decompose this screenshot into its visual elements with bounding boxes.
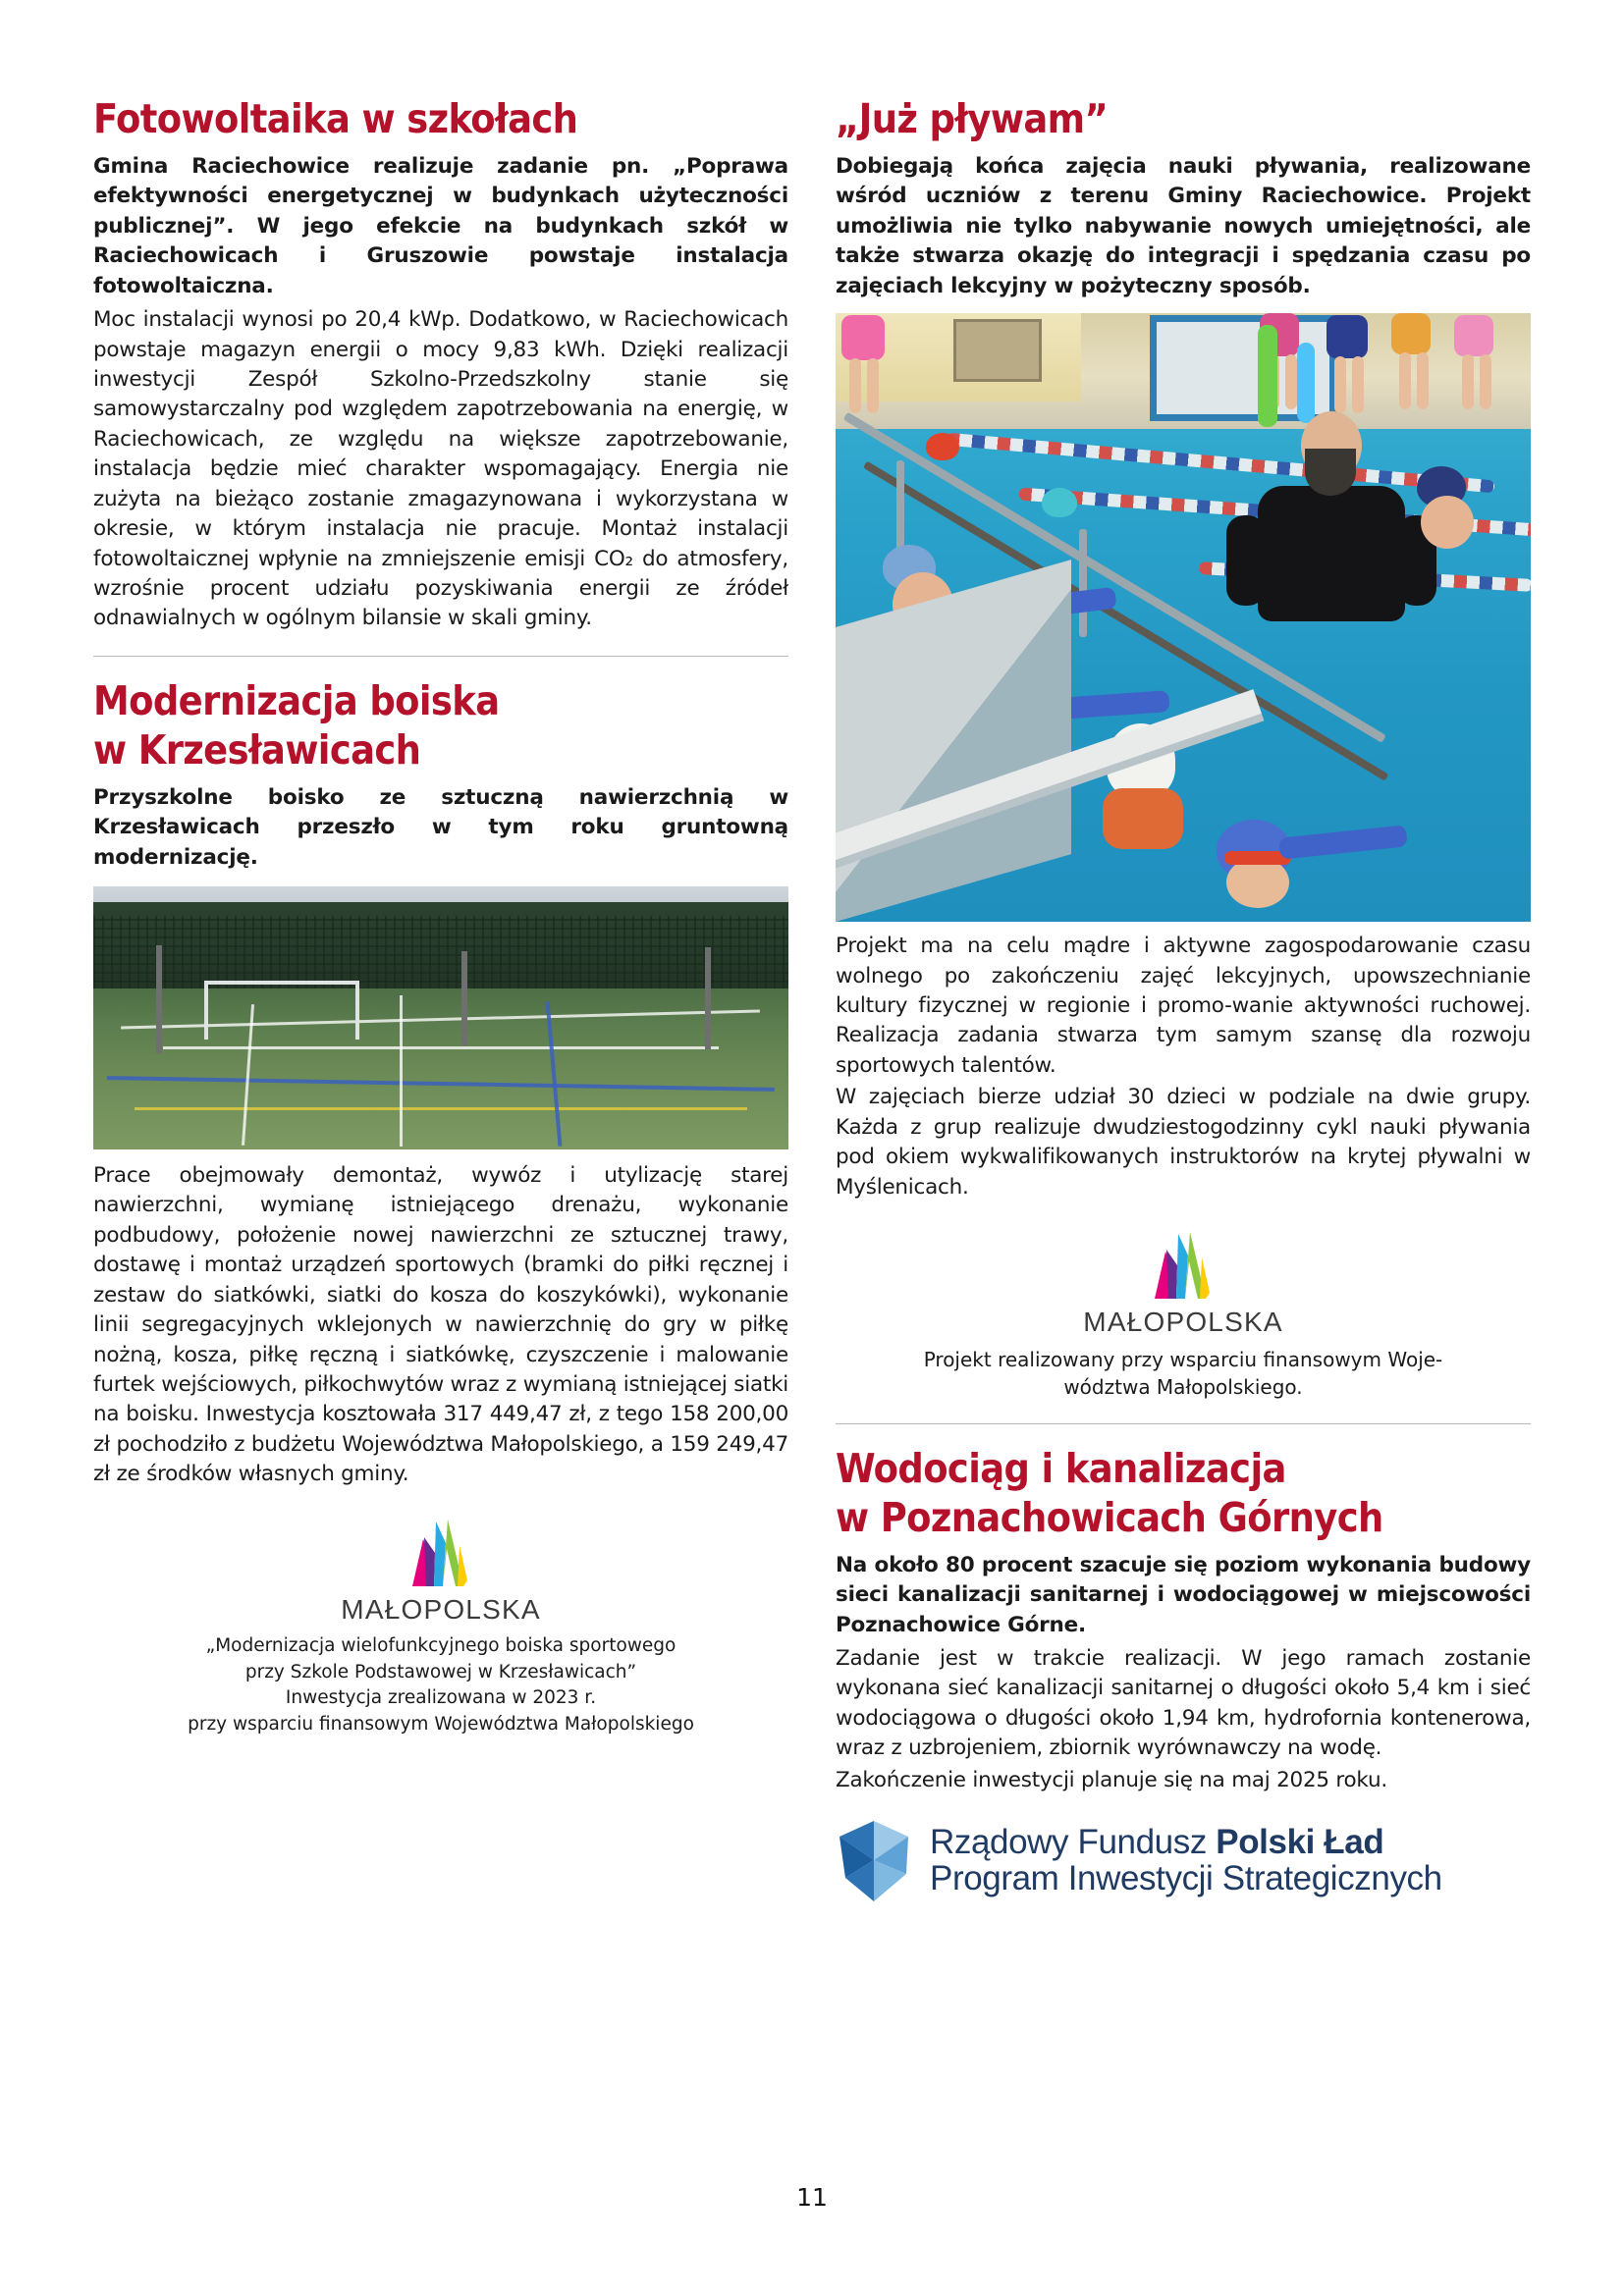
caption-line: „Modernizacja wielofunkcyjnego boiska sportowego [205, 1634, 677, 1656]
children-on-deck [836, 313, 1531, 423]
handrail-post [1079, 529, 1087, 637]
caption-line: Inwestycja zrealizowana w 2023 r. [285, 1687, 597, 1709]
article-photovoltaics-body: Moc instalacji wynosi po 20,4 kWp. Dodatkowo, w Raciechowicach powstaje magazyn energii o mocy 9,83 kWh. Dzięki realizacji inwestycji Zespół Szkolno-Przedszkolny stanie się samowystarczalny pod względem zapotrzebowania na energię, w Raciechowicach, ze względu na większe zapotrzebowanie, instalacja będzie mieć charakter wspomagający. Energia nie zużyta na bieżąco zostanie zmagazynowana i wykorzystana w okresie, w którym instalacja nie pracuje. Montaż instalacji fotowoltaicznej wpłynie na zmniejszenie emisji CO₂ do atmosfery, wzrośnie procent udziału pozyskiwania energii ze źródeł odnawialnych w ogólnym bilansie w skali gminy. [93, 307, 788, 631]
article-pitch-headline-line1: Modernizacja boiska [93, 676, 500, 724]
caption-line: przy Szkole Podstawowej w Krzesławicach” [244, 1661, 637, 1682]
pitch-line-blue [546, 1001, 563, 1146]
article-pitch [93, 676, 788, 1738]
malopolska-mark-icon [399, 1516, 483, 1588]
left-column [93, 94, 788, 1903]
polski-lad-line1-normal: Rządowy Fundusz [930, 1822, 1217, 1861]
article-water-headline [836, 1444, 1531, 1542]
malopolska-wordmark: MAŁOPOLSKA [1083, 1306, 1283, 1337]
article-swimming-body-2: W zajęciach bierze udział 30 dzieci w podziale na dwie grupy. Każda z grup realizuje dwudziestogodzinny cykl nauki pływania pod okiem wykwalifikowanych instruktorów na krytej pływalni w Myślenicach. [836, 1085, 1531, 1200]
pitch-line [163, 1046, 719, 1049]
polski-lad-wordmark [930, 1824, 1442, 1897]
article-water-body-2: Zakończenie inwestycji planuje się na maj 2025 roku. [836, 1767, 1387, 1792]
caption-line: wództwa Małopolskiego. [1063, 1375, 1303, 1400]
malopolska-mark-icon [1141, 1228, 1225, 1301]
article-swimming-headline: „Już pływam” [836, 95, 1109, 142]
swim-cap [926, 433, 959, 460]
child-legs [1285, 354, 1297, 409]
child-legs [1462, 354, 1474, 409]
pitch-logo-caption [93, 1633, 788, 1738]
child-legs [1352, 356, 1364, 413]
swimming-logo-caption [836, 1346, 1531, 1402]
child-swimsuit [1454, 315, 1493, 356]
child-legs [1417, 352, 1429, 409]
instructor-arm [1226, 515, 1266, 606]
child-legs [1399, 352, 1411, 409]
article-water-lead: Na około 80 procent szacuje się poziom wykonania budowy sieci kanalizacji sanitarnej i wodociągowej w miejscowości Poznachowice Górne. [836, 1552, 1531, 1637]
child-swimsuit [1326, 315, 1368, 358]
pool-noodle [1297, 343, 1315, 423]
article-swimming [836, 94, 1531, 1402]
article-pitch-body: Prace obejmowały demontaż, wywóz i utylizację starej nawierzchni, wymianę istniejącego drenażu, wykonanie podbudowy, położenie nowej nawierzchni ze sztucznej trawy, dostawę i montaż urządzeń sportowych (bramki do piłki ręcznej i zestaw do siatkówki, siatki do kosza do koszykówki), wykonanie linii segregacyjnych wklejonych w nawierzchnię do gry w piłkę nożną, kosza, piłkę ręczną i siatkówkę, czyszczenie i malowanie furtek wejściowych, piłkochwytów wraz z wymianą istniejącej siatki na boisku. Inwestycja kosztowała 317 449,47 zł, z tego 158 200,00 zł pochodziło z budżetu Województwa Małopolskiego, a 159 249,47 zł ze środków własnych gminy. [93, 1163, 788, 1487]
polski-lad-line1-bold: Polski Ład [1216, 1822, 1384, 1861]
malopolska-wordmark: MAŁOPOLSKA [341, 1593, 541, 1625]
article-swimming-lead: Dobiegają końca zajęcia nauki pływania, realizowane wśród uczniów z terenu Gminy Raciechowice. Projekt umożliwia nie tylko nabywanie nowych umiejętności, ale także stwarza okazję do integracji i spędzania czasu po zajęciach lekcyjny w pożyteczny sposób. [836, 154, 1531, 298]
polski-lad-line1 [930, 1824, 1442, 1860]
caption-line: przy wsparciu finansowym Województwa Małopolskiego [188, 1714, 694, 1735]
article-swimming-body-1: Projekt ma na celu mądre i aktywne zagospodarowanie czasu wolnego po zakończeniu zajęć lekcyjnych, upowszechnianie kultury fizycznej w regionie i promo-wanie aktywności ruchowej. Realizacja zadania stwarza tym samym szansę dla rozwoju sportowych talentów. [836, 934, 1531, 1078]
section-divider [836, 1423, 1531, 1424]
section-divider [93, 656, 788, 657]
page-number: 11 [796, 2183, 828, 2212]
caption-line: Projekt realizowany przy wsparciu finansowym Woje- [923, 1347, 1443, 1371]
child-legs [1334, 356, 1346, 413]
polski-lad-logo-block [836, 1817, 1531, 1903]
handball-goal [204, 981, 359, 1040]
article-water-body-1: Zadanie jest w trakcie realizacji. W jego ramach zostanie wykonana sieć kanalizacji sanitarnej o długości około 5,4 km i sieć wodociągowa o długości około 1,94 km, hydrofornia kontenerowa, wraz z uzbrojeniem, zbiornik wyrównawczy na wodę. [836, 1646, 1531, 1761]
article-water [836, 1444, 1531, 1903]
right-column [836, 94, 1531, 1903]
child-legs [849, 358, 861, 413]
swimming-pool-photo [836, 313, 1531, 922]
instructor-wetsuit [1258, 486, 1405, 621]
malopolska-logo-block-pitch [93, 1516, 788, 1738]
malopolska-logo-block-swimming [836, 1228, 1531, 1402]
article-photovoltaics-headline: Fotowoltaika w szkołach [93, 95, 578, 142]
child-legs [867, 358, 879, 413]
instructor-beard [1305, 449, 1356, 496]
pitch-photo-turf [93, 988, 788, 1149]
pitch-line [400, 995, 403, 1147]
malopolska-logo [1083, 1228, 1282, 1338]
article-pitch-lead: Przyszkolne boisko ze sztuczną nawierzchnią w Krzesławicach przeszło w tym roku gruntowną modernizację. [93, 784, 788, 870]
polski-lad-logo [836, 1817, 1531, 1903]
malopolska-logo [341, 1516, 540, 1626]
article-pitch-headline [93, 676, 788, 774]
article-photovoltaics [93, 94, 788, 634]
article-water-headline-line2: w Poznachowicach Górnych [836, 1493, 1383, 1541]
fence-post [156, 945, 162, 1053]
polski-lad-shield-icon [836, 1817, 912, 1903]
child-in-water [1103, 788, 1183, 849]
article-pitch-headline-line2: w Krzesławicach [93, 725, 421, 774]
polski-lad-line2: Program Inwestycji Strategicznych [930, 1859, 1442, 1898]
fence-post [705, 947, 711, 1049]
pool-noodle [1258, 325, 1277, 427]
article-photovoltaics-lead: Gmina Raciechowice realizuje zadanie pn. „Poprawa efektywności energetycznej w budynkach użyteczności publicznej”. W jego efekcie na budynkach szkół w Raciechowicach i Gruszowie powstaje instalacja fotowoltaiczna. [93, 154, 788, 298]
child-swimsuit [1391, 313, 1431, 354]
two-column-layout [93, 94, 1531, 1903]
pitch-line-yellow [135, 1107, 746, 1110]
pitch-line-blue [107, 1076, 775, 1092]
swim-cap [1042, 488, 1077, 517]
pitch-photo [93, 886, 788, 1149]
article-water-headline-line1: Wodociąg i kanalizacja [836, 1444, 1286, 1492]
fence-post [461, 951, 467, 1045]
child-swimsuit [841, 315, 885, 360]
child-in-water [1421, 496, 1474, 549]
child-legs [1480, 354, 1491, 409]
